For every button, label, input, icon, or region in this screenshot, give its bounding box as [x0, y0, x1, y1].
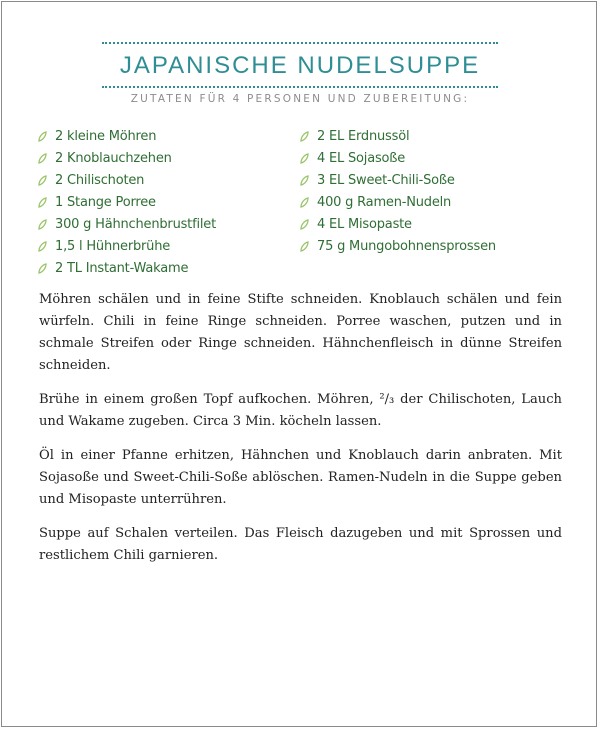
preparation-step: Öl in einer Pfanne erhitzen, Hähnchen und Knoblauch darin anbraten. Mit Sojasoße und Sweet-Chili-Soße ablöschen. Ramen-Nudeln in die Suppe geben und Misopaste unterrühren. [39, 448, 562, 507]
leaf-icon [38, 153, 47, 162]
leaf-icon [38, 175, 47, 184]
ingredient-item: 2 Knoblauchzehen [38, 148, 216, 170]
ingredient-item: 2 kleine Möhren [38, 126, 216, 148]
ingredient-item: 75 g Mungobohnensprossen [300, 236, 496, 258]
leaf-icon [300, 241, 309, 250]
ingredient-item: 2 TL Instant-Wakame [38, 258, 216, 280]
leaf-icon [300, 219, 309, 228]
leaf-icon [300, 197, 309, 206]
leaf-icon [38, 131, 47, 140]
ingredient-item: 2 EL Erdnussöl [300, 126, 496, 148]
ingredient-item: 4 EL Sojasoße [300, 148, 496, 170]
leaf-icon [38, 241, 47, 250]
preparation-step: Möhren schälen und in feine Stifte schneiden. Knoblauch schälen und fein würfeln. Chili in feine Ringe schneiden. Porree waschen, putzen und in schmale Streifen oder Ringe schneiden. Hähnchenfleisch in dünne Streifen schneiden. [39, 292, 562, 373]
recipe-subtitle: ZUTATEN FÜR 4 PERSONEN UND ZUBEREITUNG: [130, 93, 470, 105]
preparation-step: Brühe in einem großen Topf aufkochen. Möhren, ²/₃ der Chilischoten, Lauch und Wakame zugeben. Circa 3 Min. köcheln lassen. [39, 392, 562, 429]
ingredient-item: 1 Stange Porree [38, 192, 216, 214]
title-divider-bottom [102, 86, 498, 88]
leaf-icon [38, 197, 47, 206]
ingredient-item: 1,5 l Hühnerbrühe [38, 236, 216, 258]
ingredients-right-column [300, 126, 496, 258]
ingredient-item: 400 g Ramen-Nudeln [300, 192, 496, 214]
recipe-title: JAPANISCHE NUDELSUPPE [119, 52, 481, 79]
leaf-icon [300, 153, 309, 162]
ingredient-item: 2 Chilischoten [38, 170, 216, 192]
ingredient-item: 4 EL Misopaste [300, 214, 496, 236]
leaf-icon [300, 175, 309, 184]
preparation-step: Suppe auf Schalen verteilen. Das Fleisch dazugeben und mit Sprossen und restlichem Chili garnieren. [39, 526, 562, 563]
leaf-icon [38, 263, 47, 272]
title-block [100, 42, 500, 88]
leaf-icon [300, 131, 309, 140]
ingredient-item: 300 g Hähnchenbrustfilet [38, 214, 216, 236]
ingredients-left-column [38, 126, 216, 280]
ingredient-item: 3 EL Sweet-Chili-Soße [300, 170, 496, 192]
preparation-text [39, 289, 562, 579]
leaf-icon [38, 219, 47, 228]
title-divider-top [102, 42, 498, 44]
